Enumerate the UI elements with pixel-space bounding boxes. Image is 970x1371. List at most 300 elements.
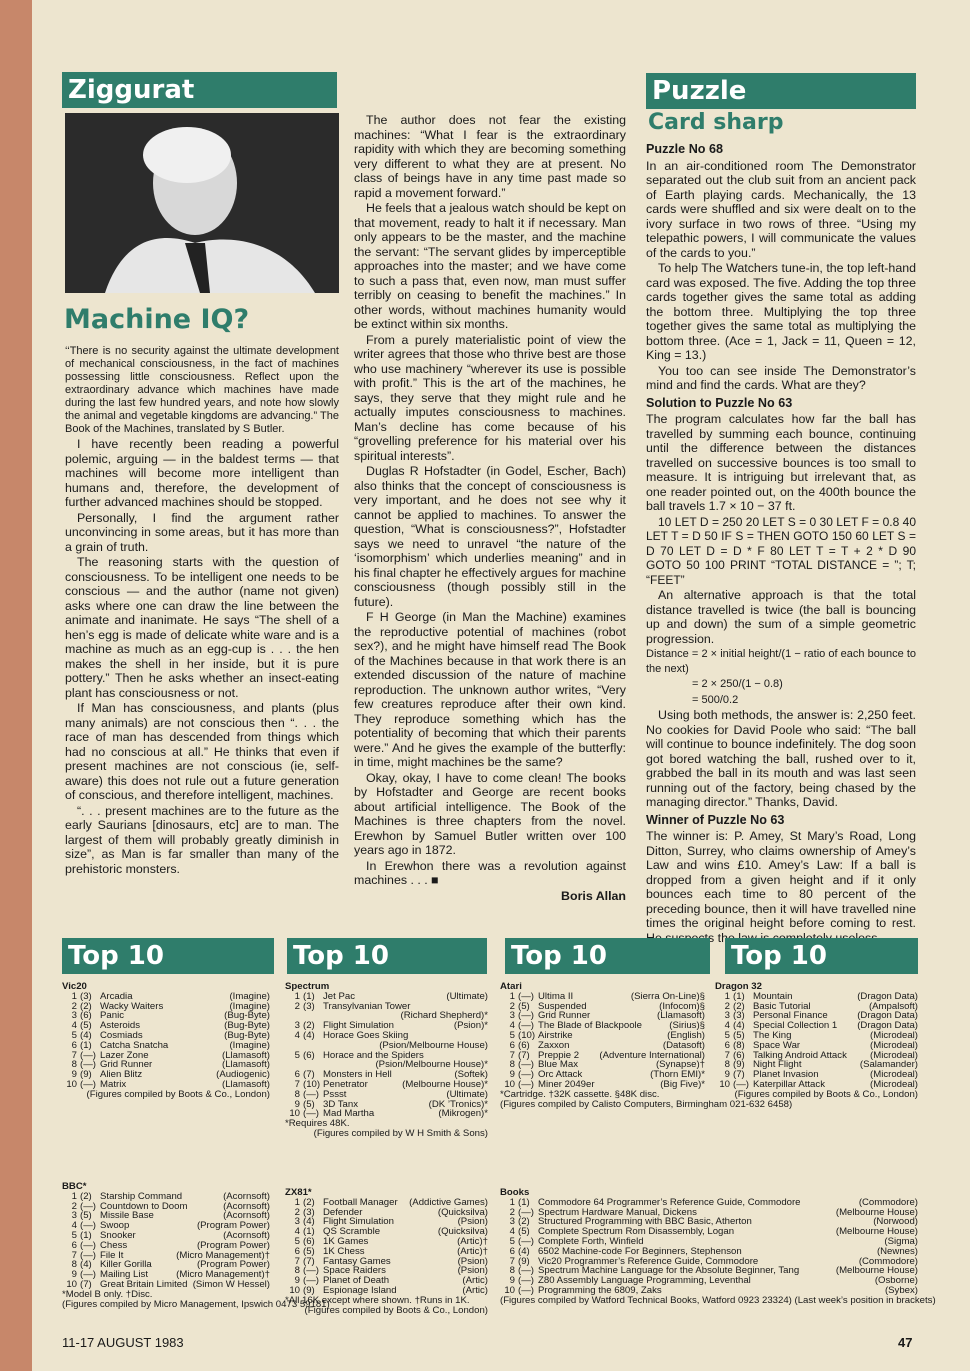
rank: 9	[71, 1069, 77, 1081]
chart-category: Vic20	[62, 981, 87, 992]
rank: 2	[71, 1200, 77, 1212]
last-week: (1)	[733, 990, 745, 1002]
publisher: (Adventure International)	[599, 1049, 705, 1061]
formula-line: Distance = 2 × initial height/(1 − ratio of each bounce to the next)	[646, 648, 916, 675]
last-week: (—)	[80, 1078, 96, 1090]
title: Lazer Zone	[100, 1050, 149, 1061]
title: Space War	[753, 1040, 801, 1051]
publisher: (Psion)	[457, 1265, 488, 1277]
chart-vic20	[62, 982, 270, 1100]
publisher: (Artic)†	[457, 1245, 488, 1257]
rank: 5	[71, 1029, 77, 1041]
last-week: (—)	[518, 1020, 534, 1032]
last-week: (—)	[80, 1059, 96, 1071]
rank: 10	[504, 1078, 515, 1090]
chart-row	[285, 1041, 488, 1051]
paragraph: F H George (in Man the Machine) examines the reproductive potential of machines (robot sex?), and he might have himself read The Book of the Machines because in that work there is an extended discussion of the nature of machine reproduction. The unknown author writes, “Very few creatures reproduce after their own kind. They reproduce something which has the potentiality of becoming that which their parents were.” And he gives the example of the butterfly: in time, might machines be the same?	[354, 610, 626, 769]
publisher: (Bug-Byte)	[224, 1010, 270, 1022]
last-week: (—)	[80, 1269, 96, 1281]
page-number: 47	[898, 1335, 913, 1350]
title: Alien Blitz	[100, 1070, 143, 1080]
chart-source: (Figures compiled by Boots & Co., London)	[734, 1088, 918, 1100]
paragraph: Using both methods, the answer is: 2,250 feet. No cookies for David Poole who said: “The ball will continue to bounce indefinitely. The dog soon got bored watching the ball, rushed over to it, grabbed the ball in its mouth and was last seen running out of the factory, being chased by the managing director.” Thanks, David.	[646, 708, 916, 809]
publisher: (Commodore)	[858, 1196, 918, 1208]
rank: 5	[724, 1029, 730, 1041]
publisher: (Melbourne House)*	[402, 1078, 488, 1090]
publisher: (Artic)	[462, 1275, 488, 1287]
title: Spectrum Machine Language for the Absolute Beginner, Tang	[538, 1266, 800, 1277]
chart-category: BBC*	[62, 1181, 87, 1192]
chart-source: (Figures compiled by Micro Management, Ipswich 0473 59181)	[62, 1298, 330, 1310]
last-week: (—)	[518, 1206, 534, 1218]
publisher: (Psion/Melbourne House)*	[375, 1059, 488, 1071]
top10-header: Top 10	[725, 938, 918, 974]
title: Football Manager	[323, 1197, 398, 1208]
chart-row	[285, 992, 488, 1002]
publisher: (Quicksilva)	[437, 1226, 488, 1238]
rank: 8	[71, 1059, 77, 1071]
publisher: (Microdeal)	[870, 1049, 918, 1061]
chart-row	[500, 1266, 918, 1276]
last-week: (—)	[80, 1200, 96, 1212]
publisher: (Micro Management)†	[176, 1249, 270, 1261]
last-week: (—)	[303, 1088, 319, 1100]
publisher: (Thorn EMI)*	[650, 1069, 705, 1081]
last-week: (4)	[303, 1029, 315, 1041]
publisher: (Psion)	[457, 1255, 488, 1267]
title: The King	[753, 1030, 792, 1041]
rank: 6	[509, 1039, 515, 1051]
last-week: (7)	[80, 1278, 92, 1290]
last-week: (6)	[733, 1049, 745, 1061]
publisher: (Sigma)	[884, 1235, 918, 1247]
chart-note: *All 16K except where shown. †Runs in 1K.	[285, 1294, 470, 1306]
title: Great Britain Limited	[100, 1279, 188, 1290]
chart-category: Dragon 32	[715, 981, 762, 992]
last-week: (4)	[518, 1245, 530, 1257]
rank: 9	[509, 1069, 515, 1081]
title: Pssst	[323, 1089, 347, 1100]
chart-source: (Figures compiled by Boots & Co., London)	[304, 1304, 488, 1316]
publisher: (Commodore)	[858, 1255, 918, 1267]
title: Panic	[100, 1011, 124, 1022]
rank: 1	[294, 1196, 300, 1208]
last-week: (5)	[518, 1226, 530, 1238]
rank: 9	[294, 1098, 300, 1110]
intro-quote: ‘‘There is no security against the ultimate development of mechanical consciousness, in the fact of machines possessing little consciousness. Reflect upon the extraordinary advance which machines have made during the last few hundred years, and note how slowly the animal and vegetable kingdoms are advancing.” The Book of the Machines, translated by S Butler.	[65, 345, 339, 435]
title: Zaxxon	[538, 1040, 570, 1051]
last-week: (5)	[303, 1098, 315, 1110]
title: Transylvanian Tower	[323, 1001, 411, 1012]
formula-line: = 2 × 250/(1 − 0.8)	[692, 678, 783, 690]
rank: 1	[294, 990, 300, 1002]
publisher: (English)	[667, 1029, 705, 1041]
chart-note: *Cartridge. †32K cassette. §48K disc.	[500, 1088, 660, 1100]
title: Planet of Death	[323, 1276, 390, 1286]
rank: 3	[509, 1010, 515, 1022]
last-week: (5)	[80, 1020, 92, 1032]
last-week: (1)	[80, 1039, 92, 1051]
title	[323, 1011, 401, 1021]
paragraph: An alternative approach is that the total distance travelled is twice (the ball is bouncing up and down) the sum of a simple geometric progression.	[646, 588, 916, 646]
top10-header: Top 10	[62, 938, 274, 974]
last-week: (7)	[303, 1255, 315, 1267]
last-week: (5)	[80, 1210, 92, 1222]
last-week: (9)	[733, 1059, 745, 1071]
puzzle-column	[646, 139, 916, 946]
paragraph: Okay, okay, I have to come clean! The books by Hofstadter and George are recent books about artificial intelligence. The Book of the Machines is three chapters from the novel. Erewhon by Samuel Butler written over 100 years ago in 1872.	[354, 770, 626, 857]
publisher: (Imagine)	[229, 1039, 270, 1051]
title: Space Raiders	[323, 1266, 386, 1277]
title: Planet Invasion	[753, 1070, 819, 1080]
title: Countdown to Doom	[100, 1201, 188, 1212]
rank: 1	[509, 990, 515, 1002]
publisher: (Richard Shepherd)*	[400, 1010, 488, 1022]
title: Fantasy Games	[323, 1256, 391, 1267]
paragraph: If Man has consciousness, and plants (plus many animals) are not conscious then “. . . the race of man has descended from things which had no conscious at all.” He thinks that even if present machines are not conscious (ie, self-aware) this does not rule out a future generation of conscious, and therefore intelligent, machines.	[65, 701, 339, 802]
publisher: (Newnes)	[876, 1245, 918, 1257]
publisher: (Infocom)§	[659, 1000, 705, 1012]
ziggurat-column-2	[354, 113, 626, 904]
publisher: (Audiogenic)	[216, 1069, 270, 1081]
publisher: (Acornsoft)	[223, 1190, 270, 1202]
last-week: (—)	[518, 1010, 534, 1022]
rank: 4	[294, 1226, 300, 1238]
publisher: (Program Power)	[196, 1220, 270, 1232]
rank: 1	[71, 990, 77, 1002]
puzzle-number: Puzzle No 68	[646, 142, 723, 156]
title: Basic Tutorial	[753, 1001, 811, 1012]
rank: 9	[509, 1275, 515, 1287]
publisher: (Acornsoft)	[223, 1210, 270, 1222]
publisher: (Microdeal)	[870, 1069, 918, 1081]
rank: 5	[71, 1229, 77, 1241]
title: Airstrike	[538, 1030, 573, 1041]
title: Commodore 64 Programmer’s Reference Guide, Commodore	[538, 1197, 801, 1208]
title: Special Collection 1	[753, 1021, 838, 1031]
publisher: (Addictive Games)	[409, 1196, 488, 1208]
paragraph: The reasoning starts with the question of consciousness. To be intelligent one needs to be conscious — and the author (name not given) asks where one can draw the line between the animate and inanimate. He says “The shell of a hen’s egg is made of delicate white ware and is a machine as much as an egg-cup is . . . the hen makes the shell in her inside, but it is pure pottery.” Then he asks whether an insect-eating plant has consciousness or not.	[65, 555, 339, 700]
chart-row	[285, 1021, 488, 1031]
publisher: (Llamasoft)	[222, 1078, 270, 1090]
title: Monsters in Hell	[323, 1070, 392, 1080]
chart-zx81	[285, 1188, 488, 1315]
title: Spectrum Hardware Manual, Dickens	[538, 1207, 697, 1218]
last-week: (7)	[733, 1069, 745, 1081]
rank: 3	[724, 1010, 730, 1022]
publisher: (Big Five)*	[660, 1078, 705, 1090]
title: Espionage Island	[323, 1285, 397, 1296]
paragraph: In Erewhon there was a revolution against machines . . . ■	[354, 858, 626, 887]
paragraph: You too can see inside The Demonstrator’s mind and find the cards. What are they?	[646, 363, 916, 392]
title: Complete Spectrum Rom Disassembly, Logan	[538, 1227, 735, 1237]
rank: 6	[509, 1245, 515, 1257]
last-week: (—)	[518, 1078, 534, 1090]
rank: 2	[71, 1000, 77, 1012]
chart-note: *Requires 48K.	[285, 1118, 350, 1130]
paragraph: “. . . present machines are to the future as the early Saurians [dinosaurs, etc] are to man. The largest of them will probably greatly diminish in size”, as Man is far smaller than many of the prehistoric monsters.	[65, 803, 339, 876]
last-week: (10)	[518, 1029, 536, 1041]
rank: 2	[294, 1206, 300, 1218]
rank: 3	[71, 1010, 77, 1022]
chart-books	[500, 1187, 936, 1306]
paragraph: From a purely materialistic point of view the writer agrees that those who thrive best are those who use machinery “wherever its use is possible with profit.” This is the art of the machines, he says, they serve that they might rule and he actually imputes consciousness to machines. Man’s decline has come because of his “grovelling preference for his material over his spiritual interests”.	[354, 332, 626, 463]
title: Horace and the Spiders	[323, 1050, 424, 1061]
publisher: (Llamasoft)	[222, 1059, 270, 1071]
title	[323, 1060, 375, 1070]
last-week: (9)	[518, 1255, 530, 1267]
last-week: (4)	[80, 1029, 92, 1041]
chart-source: (Figures compiled by Watford Technical Books, Watford 0923 23324) (Last week’s position in brackets)	[500, 1294, 936, 1306]
publisher: (Melbourne House)	[835, 1226, 918, 1238]
rank: 2	[724, 1000, 730, 1012]
publisher: (Ultimate)	[446, 1088, 488, 1100]
title: Preppie 2	[538, 1050, 580, 1061]
publisher: (Program Power)	[196, 1259, 270, 1271]
rank: 8	[509, 1265, 515, 1277]
title	[323, 1041, 379, 1051]
ziggurat-column-1	[65, 345, 339, 877]
publisher: (Ampalsoft)	[868, 1000, 918, 1012]
publisher: (Artic)†	[457, 1235, 488, 1247]
title: Miner 2049er	[538, 1079, 595, 1090]
rank: 10	[504, 1284, 515, 1296]
paragraph: The author does not fear the existing machines: “What I fear is the extraordinary rapidity with which they are becoming something very different to what they are at present. No class of beings have in any time past made so rapid a movement forward.”	[354, 113, 626, 200]
rank	[285, 1011, 303, 1021]
publisher: (Llamasoft)	[657, 1010, 705, 1022]
last-week: (—)	[80, 1220, 96, 1232]
rank: 5	[509, 1235, 515, 1247]
rank: 6	[71, 1239, 77, 1251]
chart-category: Atari	[500, 981, 522, 992]
page-spine	[0, 0, 32, 1371]
rank: 6	[71, 1039, 77, 1051]
publisher: (Llamasoft)	[222, 1049, 270, 1061]
chart-category: ZX81*	[285, 1187, 312, 1198]
title: Katerpillar Attack	[753, 1079, 825, 1090]
publisher: (Imagine)	[229, 990, 270, 1002]
last-week: (1)	[303, 990, 315, 1002]
last-week: (9)	[80, 1069, 92, 1081]
rank: 8	[509, 1059, 515, 1071]
last-week: (7)	[518, 1049, 530, 1061]
title: Orc Attack	[538, 1070, 583, 1080]
rank: 3	[294, 1216, 300, 1228]
last-week: (10)	[303, 1078, 321, 1090]
publisher: (DK ’Tronics)*	[428, 1098, 488, 1110]
title: Wacky Waiters	[100, 1001, 164, 1012]
publisher: (Melbourne House)	[835, 1265, 918, 1277]
rank: 9	[71, 1269, 77, 1281]
title: Asteroids	[100, 1021, 140, 1031]
last-week: (2)	[518, 1216, 530, 1228]
rank: 5	[294, 1049, 300, 1061]
last-week: (—)	[80, 1049, 96, 1061]
publisher: (Sierra On-Line)§	[630, 990, 705, 1002]
paragraph: Personally, I find the argument rather unconvincing in some areas, but it has more than a grain of truth.	[65, 510, 339, 554]
chart-category: Spectrum	[285, 981, 330, 992]
title: 1K Games	[323, 1236, 369, 1247]
title: Missile Base	[100, 1211, 154, 1222]
title: Arcadia	[100, 991, 133, 1002]
chart-row	[500, 1227, 918, 1237]
title: Suspended	[538, 1001, 587, 1012]
author-photo	[65, 113, 339, 293]
rank: 3	[294, 1020, 300, 1032]
title: Matrix	[100, 1079, 127, 1090]
last-week: (6)	[303, 1049, 315, 1061]
last-week: (6)	[303, 1235, 315, 1247]
publisher: (Datasoft)	[662, 1039, 705, 1051]
publisher: (Mikrogen)*	[438, 1108, 488, 1120]
last-week: (—)	[303, 1265, 319, 1277]
last-week: (6)	[518, 1039, 530, 1051]
chart-source: (Figures compiled by Calisto Computers, Birmingham 021-632 6458)	[500, 1098, 793, 1110]
title: Z80 Assembly Language Programming, Leventhal	[538, 1276, 751, 1286]
rank: 7	[71, 1049, 77, 1061]
paragraph: To help The Watchers tune-in, the top left-hand card was exposed. The five. Adding the top three cards together gives the same total as adding the bottom three. Multiplying the top three together gives the same total as multiplying the bottom three. (Ace = 1, Jack = 11, Queen = 12, King = 13.)	[646, 261, 916, 362]
last-week: (3)	[303, 1000, 315, 1012]
last-week: (2)	[80, 1190, 92, 1202]
publisher: (Osborne)	[874, 1275, 918, 1287]
last-week: (5)	[303, 1245, 315, 1257]
chart-source: (Figures compiled by Boots & Co., London)	[86, 1088, 270, 1100]
title: 1K Chess	[323, 1246, 365, 1257]
rank: 5	[294, 1235, 300, 1247]
paragraph: Duglas R Hofstadter (in Godel, Escher, Bach) also thinks that the concept of consciousness is very important, and he does not see why it cannot be applied to machines. To answer the question, “What is consciousness?”, Hofstadter says we need to unravel “the nature of the ‘isomorphism’ which underlies meaning” and in his final chapter he effectively argues for machine consciousness (though possibly still in the future).	[354, 464, 626, 609]
title: Catcha Snatcha	[100, 1040, 169, 1051]
paragraph: The program calculates how far the ball has travelled by summing each bounce, continuing until the difference between the distances travelled on successive bounces is too small to measure. It is intriguing but irrelevant that, as one reader pointed out, on the 400th bounce the ball travels 1.7 × 10 − 37 ft.	[646, 412, 916, 513]
title: Starship Command	[100, 1191, 183, 1202]
last-week: (6)	[80, 1010, 92, 1022]
chart-note: *Model B only. †Disc.	[62, 1288, 153, 1300]
last-week: (2)	[303, 1196, 315, 1208]
rank: 8	[71, 1259, 77, 1271]
last-week: (—)	[518, 1069, 534, 1081]
title: Horace Goes Skiing	[323, 1030, 409, 1041]
rank: 6	[294, 1245, 300, 1257]
rank: 4	[509, 1020, 515, 1032]
last-week: (—)	[518, 1284, 534, 1296]
publisher: (Acornsoft)	[223, 1229, 270, 1241]
title: 6502 Machine-code For Beginners, Stephenson	[538, 1246, 742, 1257]
publisher: (Sybex)	[884, 1284, 918, 1296]
rank: 9	[724, 1069, 730, 1081]
last-week: (5)	[733, 1029, 745, 1041]
title: Snooker	[100, 1230, 136, 1241]
last-week: (4)	[733, 1020, 745, 1032]
publisher: (Salamander)	[859, 1059, 918, 1071]
last-week: (1)	[518, 1196, 530, 1208]
publisher: (Sirius)§	[669, 1020, 705, 1032]
rank: 7	[509, 1255, 515, 1267]
author-signature: Boris Allan	[561, 888, 626, 903]
last-week: (8)	[733, 1039, 745, 1051]
chart-row	[500, 1247, 918, 1257]
last-week: (3)	[733, 1010, 745, 1022]
last-week: (5)	[518, 1000, 530, 1012]
rank: 7	[71, 1249, 77, 1261]
publisher: (Melbourne House)	[835, 1206, 918, 1218]
paragraph: In an air-conditioned room The Demonstrator separated out the club suit from an ancient pack of Earth playing cards. Mechanically, the 13 cards were shuffled and six were dealt on to the ivory surface in two rows of three. “Using my telepathic powers, I will communicate the values of the cards to you.”	[646, 158, 916, 260]
chart-row	[500, 1276, 918, 1286]
last-week: (2)	[303, 1020, 315, 1032]
publisher: (Dragon Data)	[857, 1010, 918, 1022]
title: The Blade of Blackpoole	[538, 1021, 642, 1031]
publisher: (Bug-Byte)	[224, 1029, 270, 1041]
last-week: (7)	[303, 1069, 315, 1081]
last-week: (2)	[733, 1000, 745, 1012]
rank: 5	[509, 1029, 515, 1041]
chart-row	[500, 1237, 918, 1247]
title: Night Flight	[753, 1060, 802, 1071]
rank: 7	[294, 1255, 300, 1267]
title: Defender	[323, 1207, 363, 1218]
rank: 10	[66, 1078, 77, 1090]
basic-code: 10 LET D = 250 20 LET S = 0 30 LET F = 0.8 40 LET T = D 50 IF S = THEN GOTO 150 60 LET S = D 70 LET D = D * F 80 LET T = T + 2 * D 90 GOTO 50 100 PRINT “TOTAL DISTANCE = ”; T; “FEET”	[646, 514, 916, 587]
publisher: (Simon W Hessel)	[192, 1278, 270, 1290]
rank: 4	[509, 1226, 515, 1238]
winner-title: Winner of Puzzle No 63	[646, 812, 785, 827]
title: 3D Tanx	[323, 1099, 359, 1110]
publisher: (Acornsoft)	[223, 1200, 270, 1212]
title: Cosmiads	[100, 1030, 143, 1041]
rank: 7	[724, 1049, 730, 1061]
publisher: (Dragon Data)	[857, 1020, 918, 1032]
rank: 4	[71, 1220, 77, 1232]
rank: 10	[66, 1278, 77, 1290]
publisher: (Imagine)	[229, 1000, 270, 1012]
rank: 10	[289, 1108, 300, 1120]
issue-date: 11-17 AUGUST 1983	[62, 1335, 184, 1350]
chart-source: (Figures compiled by W H Smith & Sons)	[313, 1127, 488, 1139]
rank: 4	[294, 1029, 300, 1041]
last-week: (—)	[518, 1235, 534, 1247]
last-week: (—)	[80, 1239, 96, 1251]
title: Mountain	[753, 991, 793, 1002]
last-week: (—)	[518, 1265, 534, 1277]
title: Vic20 Programmer’s Reference Guide, Commodore	[538, 1256, 759, 1267]
chart-spectrum	[285, 982, 488, 1139]
top10-header: Top 10	[505, 938, 710, 974]
title: Killer Gorilla	[100, 1260, 152, 1271]
rank: 8	[294, 1088, 300, 1100]
rank: 7	[294, 1078, 300, 1090]
title: File It	[100, 1250, 124, 1261]
title: Mad Martha	[323, 1109, 375, 1120]
chart-category: Books	[500, 1187, 530, 1198]
publisher: (Microdeal)	[870, 1029, 918, 1041]
article-title: Machine IQ?	[64, 304, 250, 335]
rank	[285, 1060, 303, 1070]
last-week: (1)	[303, 1226, 315, 1238]
rank: 6	[294, 1069, 300, 1081]
solution-title: Solution to Puzzle No 63	[646, 395, 793, 410]
chart-row	[285, 1276, 488, 1286]
title: Penetrator	[323, 1079, 368, 1090]
last-week: (—)	[518, 1275, 534, 1287]
last-week: (9)	[303, 1284, 315, 1296]
rank: 8	[294, 1265, 300, 1277]
rank: 2	[509, 1000, 515, 1012]
publisher: (Softek)	[454, 1069, 488, 1081]
formula-line: = 500/0.2	[692, 693, 739, 706]
title: Programming the 6809, Zaks	[538, 1285, 662, 1296]
title: Grid Runner	[538, 1011, 591, 1022]
puzzle-title: Card sharp	[648, 110, 784, 135]
paragraph: He feels that a jealous watch should be kept on that movement, ready to halt it if necessary. Man only appears to be the master, and the machine the servant: “The servant glides by imperceptible approaches into the master; and we have come to such a pass that, even now, man must suffer terribly on ceasing to benefit the machines.” In other words, without machines humanity would be extinct within six months.	[354, 201, 626, 331]
publisher: (Bug-Byte)	[224, 1020, 270, 1032]
